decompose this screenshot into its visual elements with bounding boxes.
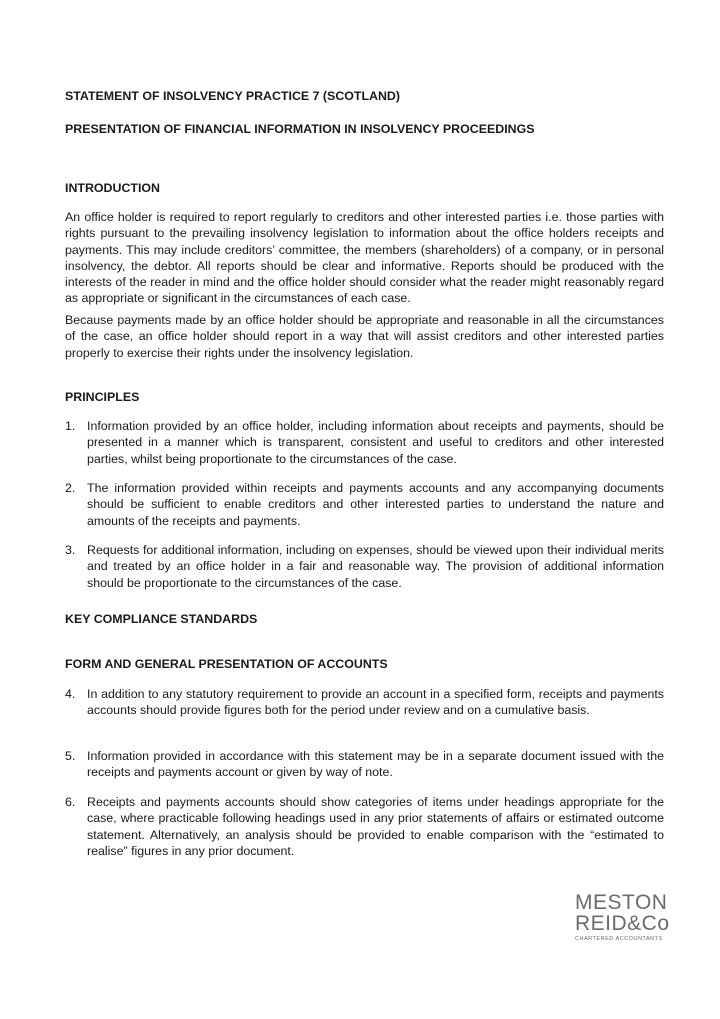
list-item-text: In addition to any statutory requirement to provide an account in a specified form, receipts and payments accounts should provide figures both for the period under review and on a cumulative basis. bbox=[87, 687, 664, 718]
list-item-text: Receipts and payments accounts should show categories of items under headings appropriate for the case, where practicable following headings used in any prior statements of affairs or estimated outcome statement. Alternatively, an analysis should be provided to enable comparison with the “estimated to realise” figures in any prior document. bbox=[87, 795, 664, 858]
list-item-text: Requests for additional information, including on expenses, should be viewed upon their individual merits and treated by an office holder in a fair and reasonable way. The provision of additional information should be proportionate to the circumstances of the case. bbox=[87, 543, 664, 590]
principles-heading: PRINCIPLES bbox=[65, 390, 140, 404]
logo-tagline: CHARTERED ACCOUNTANTS bbox=[575, 936, 663, 942]
list-item-number: 1. bbox=[65, 419, 76, 433]
list-item-number: 6. bbox=[65, 795, 76, 809]
logo-line-1: MESTON bbox=[575, 891, 668, 914]
introduction-paragraph-2: Because payments made by an office holder should be appropriate and reasonable in all the circumstances of the case, an office holder should report in a way that will assist creditors and other interested parties properly to exercise their rights under the insolvency legislation. bbox=[65, 313, 664, 360]
list-item-number: 3. bbox=[65, 543, 76, 557]
key-compliance-heading: KEY COMPLIANCE STANDARDS bbox=[65, 612, 258, 626]
form-presentation-heading: FORM AND GENERAL PRESENTATION OF ACCOUNTS bbox=[65, 657, 388, 671]
introduction-heading: INTRODUCTION bbox=[65, 181, 160, 195]
list-item-text: Information provided in accordance with this statement may be in a separate document issued with the receipts and payments account or given by way of note. bbox=[87, 749, 664, 780]
document-subtitle: PRESENTATION OF FINANCIAL INFORMATION IN INSOLVENCY PROCEEDINGS bbox=[65, 122, 535, 136]
introduction-paragraph-1: An office holder is required to report regularly to creditors and other interested parties i.e. those parties with rights pursuant to the prevailing insolvency legislation to information about the office holders receipts and payments. This may include creditors’ committee, the members (shareholders) of a company, or in personal insolvency, the debtor. All reports should be clear and informative. Reports should be produced with the interests of the reader in mind and the office holder should consider what the reader might reasonably regard as appropriate or significant in the circumstances of each case. bbox=[65, 210, 664, 306]
logo-line-2: REID&Co bbox=[575, 912, 670, 935]
list-item-text: Information provided by an office holder, including information about receipts and payments, should be presented in a manner which is transparent, consistent and useful to creditors and other interested parties, whilst being proportionate to the circumstances of the case. bbox=[87, 419, 664, 466]
list-item-number: 4. bbox=[65, 687, 76, 701]
list-item-number: 2. bbox=[65, 481, 76, 495]
list-item-text: The information provided within receipts and payments accounts and any accompanying documents should be sufficient to enable creditors and other interested parties to understand the nature and amounts of the receipts and payments. bbox=[87, 481, 664, 528]
document-title: STATEMENT OF INSOLVENCY PRACTICE 7 (SCOTLAND) bbox=[65, 89, 401, 103]
company-logo bbox=[575, 891, 670, 944]
list-item-number: 5. bbox=[65, 749, 76, 763]
